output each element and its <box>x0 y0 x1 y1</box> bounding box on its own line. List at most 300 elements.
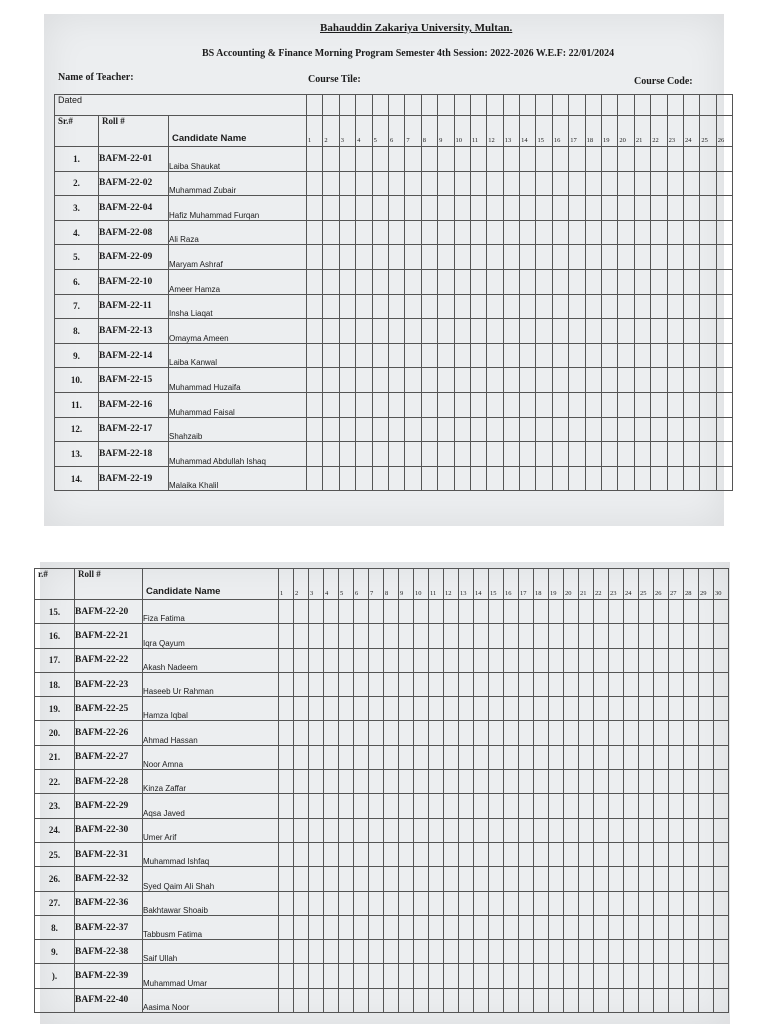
attendance-cell[interactable] <box>654 770 669 794</box>
attendance-cell[interactable] <box>549 721 564 745</box>
attendance-cell[interactable] <box>564 964 579 988</box>
attendance-cell[interactable] <box>369 648 384 672</box>
attendance-cell[interactable] <box>356 343 372 368</box>
attendance-cell[interactable] <box>279 988 294 1012</box>
attendance-cell[interactable] <box>279 697 294 721</box>
attendance-cell[interactable] <box>489 794 504 818</box>
attendance-cell[interactable] <box>618 442 634 467</box>
attendance-cell[interactable] <box>444 794 459 818</box>
attendance-cell[interactable] <box>489 721 504 745</box>
attendance-cell[interactable] <box>536 171 552 196</box>
attendance-cell[interactable] <box>519 721 534 745</box>
attendance-cell[interactable] <box>534 648 549 672</box>
attendance-cell[interactable] <box>684 648 699 672</box>
attendance-cell[interactable] <box>369 745 384 769</box>
attendance-cell[interactable] <box>536 392 552 417</box>
attendance-cell[interactable] <box>309 697 324 721</box>
attendance-cell[interactable] <box>716 343 732 368</box>
attendance-cell[interactable] <box>384 964 399 988</box>
attendance-cell[interactable] <box>294 648 309 672</box>
attendance-cell[interactable] <box>699 964 714 988</box>
attendance-cell[interactable] <box>470 147 486 172</box>
attendance-cell[interactable] <box>324 988 339 1012</box>
attendance-cell[interactable] <box>438 442 454 467</box>
attendance-cell[interactable] <box>552 196 568 221</box>
date-cell[interactable] <box>536 95 552 116</box>
attendance-cell[interactable] <box>651 343 667 368</box>
attendance-cell[interactable] <box>700 196 716 221</box>
attendance-cell[interactable] <box>536 269 552 294</box>
attendance-cell[interactable] <box>470 368 486 393</box>
attendance-cell[interactable] <box>307 392 323 417</box>
attendance-cell[interactable] <box>564 648 579 672</box>
attendance-cell[interactable] <box>384 891 399 915</box>
attendance-cell[interactable] <box>585 417 601 442</box>
attendance-cell[interactable] <box>470 417 486 442</box>
attendance-cell[interactable] <box>519 867 534 891</box>
attendance-cell[interactable] <box>474 988 489 1012</box>
attendance-cell[interactable] <box>399 721 414 745</box>
attendance-cell[interactable] <box>654 964 669 988</box>
attendance-cell[interactable] <box>520 147 536 172</box>
attendance-cell[interactable] <box>651 147 667 172</box>
attendance-cell[interactable] <box>519 940 534 964</box>
attendance-cell[interactable] <box>309 818 324 842</box>
attendance-cell[interactable] <box>609 940 624 964</box>
attendance-cell[interactable] <box>454 245 470 270</box>
attendance-cell[interactable] <box>388 368 404 393</box>
attendance-cell[interactable] <box>552 319 568 344</box>
attendance-cell[interactable] <box>639 648 654 672</box>
attendance-cell[interactable] <box>354 745 369 769</box>
attendance-cell[interactable] <box>536 442 552 467</box>
attendance-cell[interactable] <box>519 624 534 648</box>
attendance-cell[interactable] <box>602 368 618 393</box>
attendance-cell[interactable] <box>594 624 609 648</box>
attendance-cell[interactable] <box>552 147 568 172</box>
attendance-cell[interactable] <box>504 648 519 672</box>
attendance-cell[interactable] <box>474 867 489 891</box>
attendance-cell[interactable] <box>323 294 339 319</box>
attendance-cell[interactable] <box>429 721 444 745</box>
attendance-cell[interactable] <box>487 294 503 319</box>
attendance-cell[interactable] <box>384 818 399 842</box>
attendance-cell[interactable] <box>564 794 579 818</box>
attendance-cell[interactable] <box>519 891 534 915</box>
attendance-cell[interactable] <box>354 624 369 648</box>
attendance-cell[interactable] <box>339 442 355 467</box>
attendance-cell[interactable] <box>339 368 355 393</box>
attendance-cell[interactable] <box>323 171 339 196</box>
attendance-cell[interactable] <box>618 466 634 491</box>
attendance-cell[interactable] <box>369 964 384 988</box>
date-cell[interactable] <box>683 95 699 116</box>
attendance-cell[interactable] <box>618 368 634 393</box>
attendance-cell[interactable] <box>414 721 429 745</box>
attendance-cell[interactable] <box>700 392 716 417</box>
attendance-cell[interactable] <box>609 770 624 794</box>
attendance-cell[interactable] <box>669 964 684 988</box>
attendance-cell[interactable] <box>639 915 654 939</box>
attendance-cell[interactable] <box>564 624 579 648</box>
attendance-cell[interactable] <box>618 294 634 319</box>
attendance-cell[interactable] <box>504 770 519 794</box>
attendance-cell[interactable] <box>634 147 650 172</box>
attendance-cell[interactable] <box>669 648 684 672</box>
attendance-cell[interactable] <box>503 368 519 393</box>
attendance-cell[interactable] <box>444 891 459 915</box>
date-cell[interactable] <box>339 95 355 116</box>
attendance-cell[interactable] <box>323 147 339 172</box>
date-cell[interactable] <box>602 95 618 116</box>
attendance-cell[interactable] <box>699 600 714 624</box>
attendance-cell[interactable] <box>552 245 568 270</box>
attendance-cell[interactable] <box>459 648 474 672</box>
attendance-cell[interactable] <box>388 245 404 270</box>
attendance-cell[interactable] <box>549 915 564 939</box>
attendance-cell[interactable] <box>536 196 552 221</box>
attendance-cell[interactable] <box>624 988 639 1012</box>
attendance-cell[interactable] <box>669 721 684 745</box>
attendance-cell[interactable] <box>569 417 585 442</box>
attendance-cell[interactable] <box>474 721 489 745</box>
attendance-cell[interactable] <box>324 721 339 745</box>
attendance-cell[interactable] <box>569 171 585 196</box>
attendance-cell[interactable] <box>405 417 421 442</box>
attendance-cell[interactable] <box>503 171 519 196</box>
attendance-cell[interactable] <box>429 672 444 696</box>
attendance-cell[interactable] <box>651 220 667 245</box>
attendance-cell[interactable] <box>399 794 414 818</box>
attendance-cell[interactable] <box>602 319 618 344</box>
attendance-cell[interactable] <box>579 891 594 915</box>
attendance-cell[interactable] <box>324 842 339 866</box>
attendance-cell[interactable] <box>339 417 355 442</box>
attendance-cell[interactable] <box>714 818 729 842</box>
attendance-cell[interactable] <box>667 442 683 467</box>
attendance-cell[interactable] <box>504 867 519 891</box>
attendance-cell[interactable] <box>669 842 684 866</box>
attendance-cell[interactable] <box>714 940 729 964</box>
attendance-cell[interactable] <box>683 269 699 294</box>
attendance-cell[interactable] <box>654 697 669 721</box>
attendance-cell[interactable] <box>654 940 669 964</box>
attendance-cell[interactable] <box>324 600 339 624</box>
attendance-cell[interactable] <box>339 147 355 172</box>
attendance-cell[interactable] <box>354 867 369 891</box>
attendance-cell[interactable] <box>714 721 729 745</box>
date-cell[interactable] <box>700 95 716 116</box>
attendance-cell[interactable] <box>399 842 414 866</box>
attendance-cell[interactable] <box>474 672 489 696</box>
attendance-cell[interactable] <box>669 745 684 769</box>
attendance-cell[interactable] <box>388 147 404 172</box>
attendance-cell[interactable] <box>474 770 489 794</box>
attendance-cell[interactable] <box>602 220 618 245</box>
attendance-cell[interactable] <box>279 770 294 794</box>
attendance-cell[interactable] <box>339 466 355 491</box>
attendance-cell[interactable] <box>459 964 474 988</box>
attendance-cell[interactable] <box>384 867 399 891</box>
attendance-cell[interactable] <box>520 196 536 221</box>
attendance-cell[interactable] <box>579 988 594 1012</box>
attendance-cell[interactable] <box>356 368 372 393</box>
attendance-cell[interactable] <box>654 672 669 696</box>
attendance-cell[interactable] <box>309 964 324 988</box>
attendance-cell[interactable] <box>700 269 716 294</box>
attendance-cell[interactable] <box>602 442 618 467</box>
attendance-cell[interactable] <box>552 171 568 196</box>
attendance-cell[interactable] <box>399 867 414 891</box>
attendance-cell[interactable] <box>421 171 437 196</box>
attendance-cell[interactable] <box>294 721 309 745</box>
attendance-cell[interactable] <box>307 319 323 344</box>
attendance-cell[interactable] <box>699 988 714 1012</box>
attendance-cell[interactable] <box>421 368 437 393</box>
date-cell[interactable] <box>569 95 585 116</box>
attendance-cell[interactable] <box>489 891 504 915</box>
attendance-cell[interactable] <box>714 624 729 648</box>
attendance-cell[interactable] <box>309 624 324 648</box>
attendance-cell[interactable] <box>634 417 650 442</box>
attendance-cell[interactable] <box>684 964 699 988</box>
attendance-cell[interactable] <box>324 648 339 672</box>
attendance-cell[interactable] <box>579 964 594 988</box>
attendance-cell[interactable] <box>459 745 474 769</box>
attendance-cell[interactable] <box>564 745 579 769</box>
attendance-cell[interactable] <box>624 745 639 769</box>
attendance-cell[interactable] <box>339 721 354 745</box>
attendance-cell[interactable] <box>339 940 354 964</box>
attendance-cell[interactable] <box>651 269 667 294</box>
attendance-cell[interactable] <box>639 794 654 818</box>
attendance-cell[interactable] <box>339 294 355 319</box>
attendance-cell[interactable] <box>384 600 399 624</box>
attendance-cell[interactable] <box>339 171 355 196</box>
attendance-cell[interactable] <box>356 294 372 319</box>
attendance-cell[interactable] <box>354 842 369 866</box>
attendance-cell[interactable] <box>444 940 459 964</box>
attendance-cell[interactable] <box>489 818 504 842</box>
attendance-cell[interactable] <box>384 721 399 745</box>
attendance-cell[interactable] <box>354 600 369 624</box>
attendance-cell[interactable] <box>354 915 369 939</box>
attendance-cell[interactable] <box>602 392 618 417</box>
attendance-cell[interactable] <box>639 624 654 648</box>
attendance-cell[interactable] <box>399 672 414 696</box>
attendance-cell[interactable] <box>569 442 585 467</box>
attendance-cell[interactable] <box>669 770 684 794</box>
attendance-cell[interactable] <box>534 891 549 915</box>
attendance-cell[interactable] <box>564 721 579 745</box>
attendance-cell[interactable] <box>564 818 579 842</box>
attendance-cell[interactable] <box>429 842 444 866</box>
attendance-cell[interactable] <box>372 392 388 417</box>
attendance-cell[interactable] <box>602 196 618 221</box>
attendance-cell[interactable] <box>372 171 388 196</box>
attendance-cell[interactable] <box>634 466 650 491</box>
attendance-cell[interactable] <box>429 818 444 842</box>
attendance-cell[interactable] <box>438 417 454 442</box>
attendance-cell[interactable] <box>356 245 372 270</box>
attendance-cell[interactable] <box>356 442 372 467</box>
attendance-cell[interactable] <box>354 891 369 915</box>
attendance-cell[interactable] <box>624 648 639 672</box>
attendance-cell[interactable] <box>504 964 519 988</box>
attendance-cell[interactable] <box>414 770 429 794</box>
attendance-cell[interactable] <box>618 220 634 245</box>
date-cell[interactable] <box>421 95 437 116</box>
attendance-cell[interactable] <box>594 745 609 769</box>
attendance-cell[interactable] <box>699 818 714 842</box>
attendance-cell[interactable] <box>549 794 564 818</box>
attendance-cell[interactable] <box>399 697 414 721</box>
attendance-cell[interactable] <box>504 600 519 624</box>
attendance-cell[interactable] <box>634 269 650 294</box>
attendance-cell[interactable] <box>339 745 354 769</box>
attendance-cell[interactable] <box>716 319 732 344</box>
attendance-cell[interactable] <box>294 940 309 964</box>
attendance-cell[interactable] <box>585 368 601 393</box>
attendance-cell[interactable] <box>699 672 714 696</box>
attendance-cell[interactable] <box>714 600 729 624</box>
attendance-cell[interactable] <box>339 624 354 648</box>
attendance-cell[interactable] <box>324 770 339 794</box>
attendance-cell[interactable] <box>520 368 536 393</box>
attendance-cell[interactable] <box>339 343 355 368</box>
attendance-cell[interactable] <box>487 343 503 368</box>
attendance-cell[interactable] <box>536 319 552 344</box>
attendance-cell[interactable] <box>520 294 536 319</box>
attendance-cell[interactable] <box>654 891 669 915</box>
attendance-cell[interactable] <box>324 745 339 769</box>
attendance-cell[interactable] <box>700 171 716 196</box>
attendance-cell[interactable] <box>594 770 609 794</box>
attendance-cell[interactable] <box>716 442 732 467</box>
attendance-cell[interactable] <box>714 648 729 672</box>
attendance-cell[interactable] <box>489 697 504 721</box>
attendance-cell[interactable] <box>684 988 699 1012</box>
attendance-cell[interactable] <box>339 964 354 988</box>
attendance-cell[interactable] <box>388 220 404 245</box>
attendance-cell[interactable] <box>549 964 564 988</box>
attendance-cell[interactable] <box>634 368 650 393</box>
attendance-cell[interactable] <box>474 648 489 672</box>
attendance-cell[interactable] <box>356 220 372 245</box>
attendance-cell[interactable] <box>354 818 369 842</box>
attendance-cell[interactable] <box>384 915 399 939</box>
attendance-cell[interactable] <box>624 867 639 891</box>
attendance-cell[interactable] <box>444 721 459 745</box>
attendance-cell[interactable] <box>372 368 388 393</box>
attendance-cell[interactable] <box>487 171 503 196</box>
attendance-cell[interactable] <box>294 624 309 648</box>
attendance-cell[interactable] <box>487 269 503 294</box>
attendance-cell[interactable] <box>503 196 519 221</box>
attendance-cell[interactable] <box>309 600 324 624</box>
attendance-cell[interactable] <box>429 867 444 891</box>
attendance-cell[interactable] <box>700 294 716 319</box>
attendance-cell[interactable] <box>459 842 474 866</box>
attendance-cell[interactable] <box>569 245 585 270</box>
attendance-cell[interactable] <box>699 697 714 721</box>
attendance-cell[interactable] <box>369 842 384 866</box>
attendance-cell[interactable] <box>438 392 454 417</box>
attendance-cell[interactable] <box>669 867 684 891</box>
date-cell[interactable] <box>372 95 388 116</box>
attendance-cell[interactable] <box>683 220 699 245</box>
attendance-cell[interactable] <box>503 269 519 294</box>
attendance-cell[interactable] <box>651 466 667 491</box>
attendance-cell[interactable] <box>579 940 594 964</box>
attendance-cell[interactable] <box>279 672 294 696</box>
attendance-cell[interactable] <box>414 600 429 624</box>
attendance-cell[interactable] <box>684 672 699 696</box>
attendance-cell[interactable] <box>683 392 699 417</box>
attendance-cell[interactable] <box>454 368 470 393</box>
attendance-cell[interactable] <box>414 915 429 939</box>
attendance-cell[interactable] <box>716 220 732 245</box>
attendance-cell[interactable] <box>279 915 294 939</box>
attendance-cell[interactable] <box>356 392 372 417</box>
attendance-cell[interactable] <box>339 697 354 721</box>
attendance-cell[interactable] <box>667 171 683 196</box>
attendance-cell[interactable] <box>405 171 421 196</box>
attendance-cell[interactable] <box>279 648 294 672</box>
attendance-cell[interactable] <box>699 794 714 818</box>
attendance-cell[interactable] <box>487 368 503 393</box>
attendance-cell[interactable] <box>700 343 716 368</box>
attendance-cell[interactable] <box>634 171 650 196</box>
attendance-cell[interactable] <box>388 392 404 417</box>
attendance-cell[interactable] <box>421 245 437 270</box>
date-cell[interactable] <box>634 95 650 116</box>
attendance-cell[interactable] <box>624 697 639 721</box>
attendance-cell[interactable] <box>356 196 372 221</box>
attendance-cell[interactable] <box>699 721 714 745</box>
attendance-cell[interactable] <box>294 745 309 769</box>
attendance-cell[interactable] <box>388 196 404 221</box>
date-cell[interactable] <box>454 95 470 116</box>
attendance-cell[interactable] <box>534 964 549 988</box>
attendance-cell[interactable] <box>399 915 414 939</box>
attendance-cell[interactable] <box>579 818 594 842</box>
attendance-cell[interactable] <box>324 915 339 939</box>
attendance-cell[interactable] <box>716 269 732 294</box>
attendance-cell[interactable] <box>669 600 684 624</box>
attendance-cell[interactable] <box>716 417 732 442</box>
attendance-cell[interactable] <box>429 964 444 988</box>
attendance-cell[interactable] <box>585 343 601 368</box>
attendance-cell[interactable] <box>534 818 549 842</box>
attendance-cell[interactable] <box>384 745 399 769</box>
attendance-cell[interactable] <box>369 697 384 721</box>
attendance-cell[interactable] <box>569 196 585 221</box>
attendance-cell[interactable] <box>609 624 624 648</box>
attendance-cell[interactable] <box>459 794 474 818</box>
attendance-cell[interactable] <box>414 891 429 915</box>
date-cell[interactable] <box>405 95 421 116</box>
attendance-cell[interactable] <box>459 624 474 648</box>
attendance-cell[interactable] <box>602 269 618 294</box>
attendance-cell[interactable] <box>683 196 699 221</box>
attendance-cell[interactable] <box>609 721 624 745</box>
attendance-cell[interactable] <box>714 672 729 696</box>
attendance-cell[interactable] <box>519 648 534 672</box>
attendance-cell[interactable] <box>609 745 624 769</box>
attendance-cell[interactable] <box>669 794 684 818</box>
attendance-cell[interactable] <box>594 697 609 721</box>
